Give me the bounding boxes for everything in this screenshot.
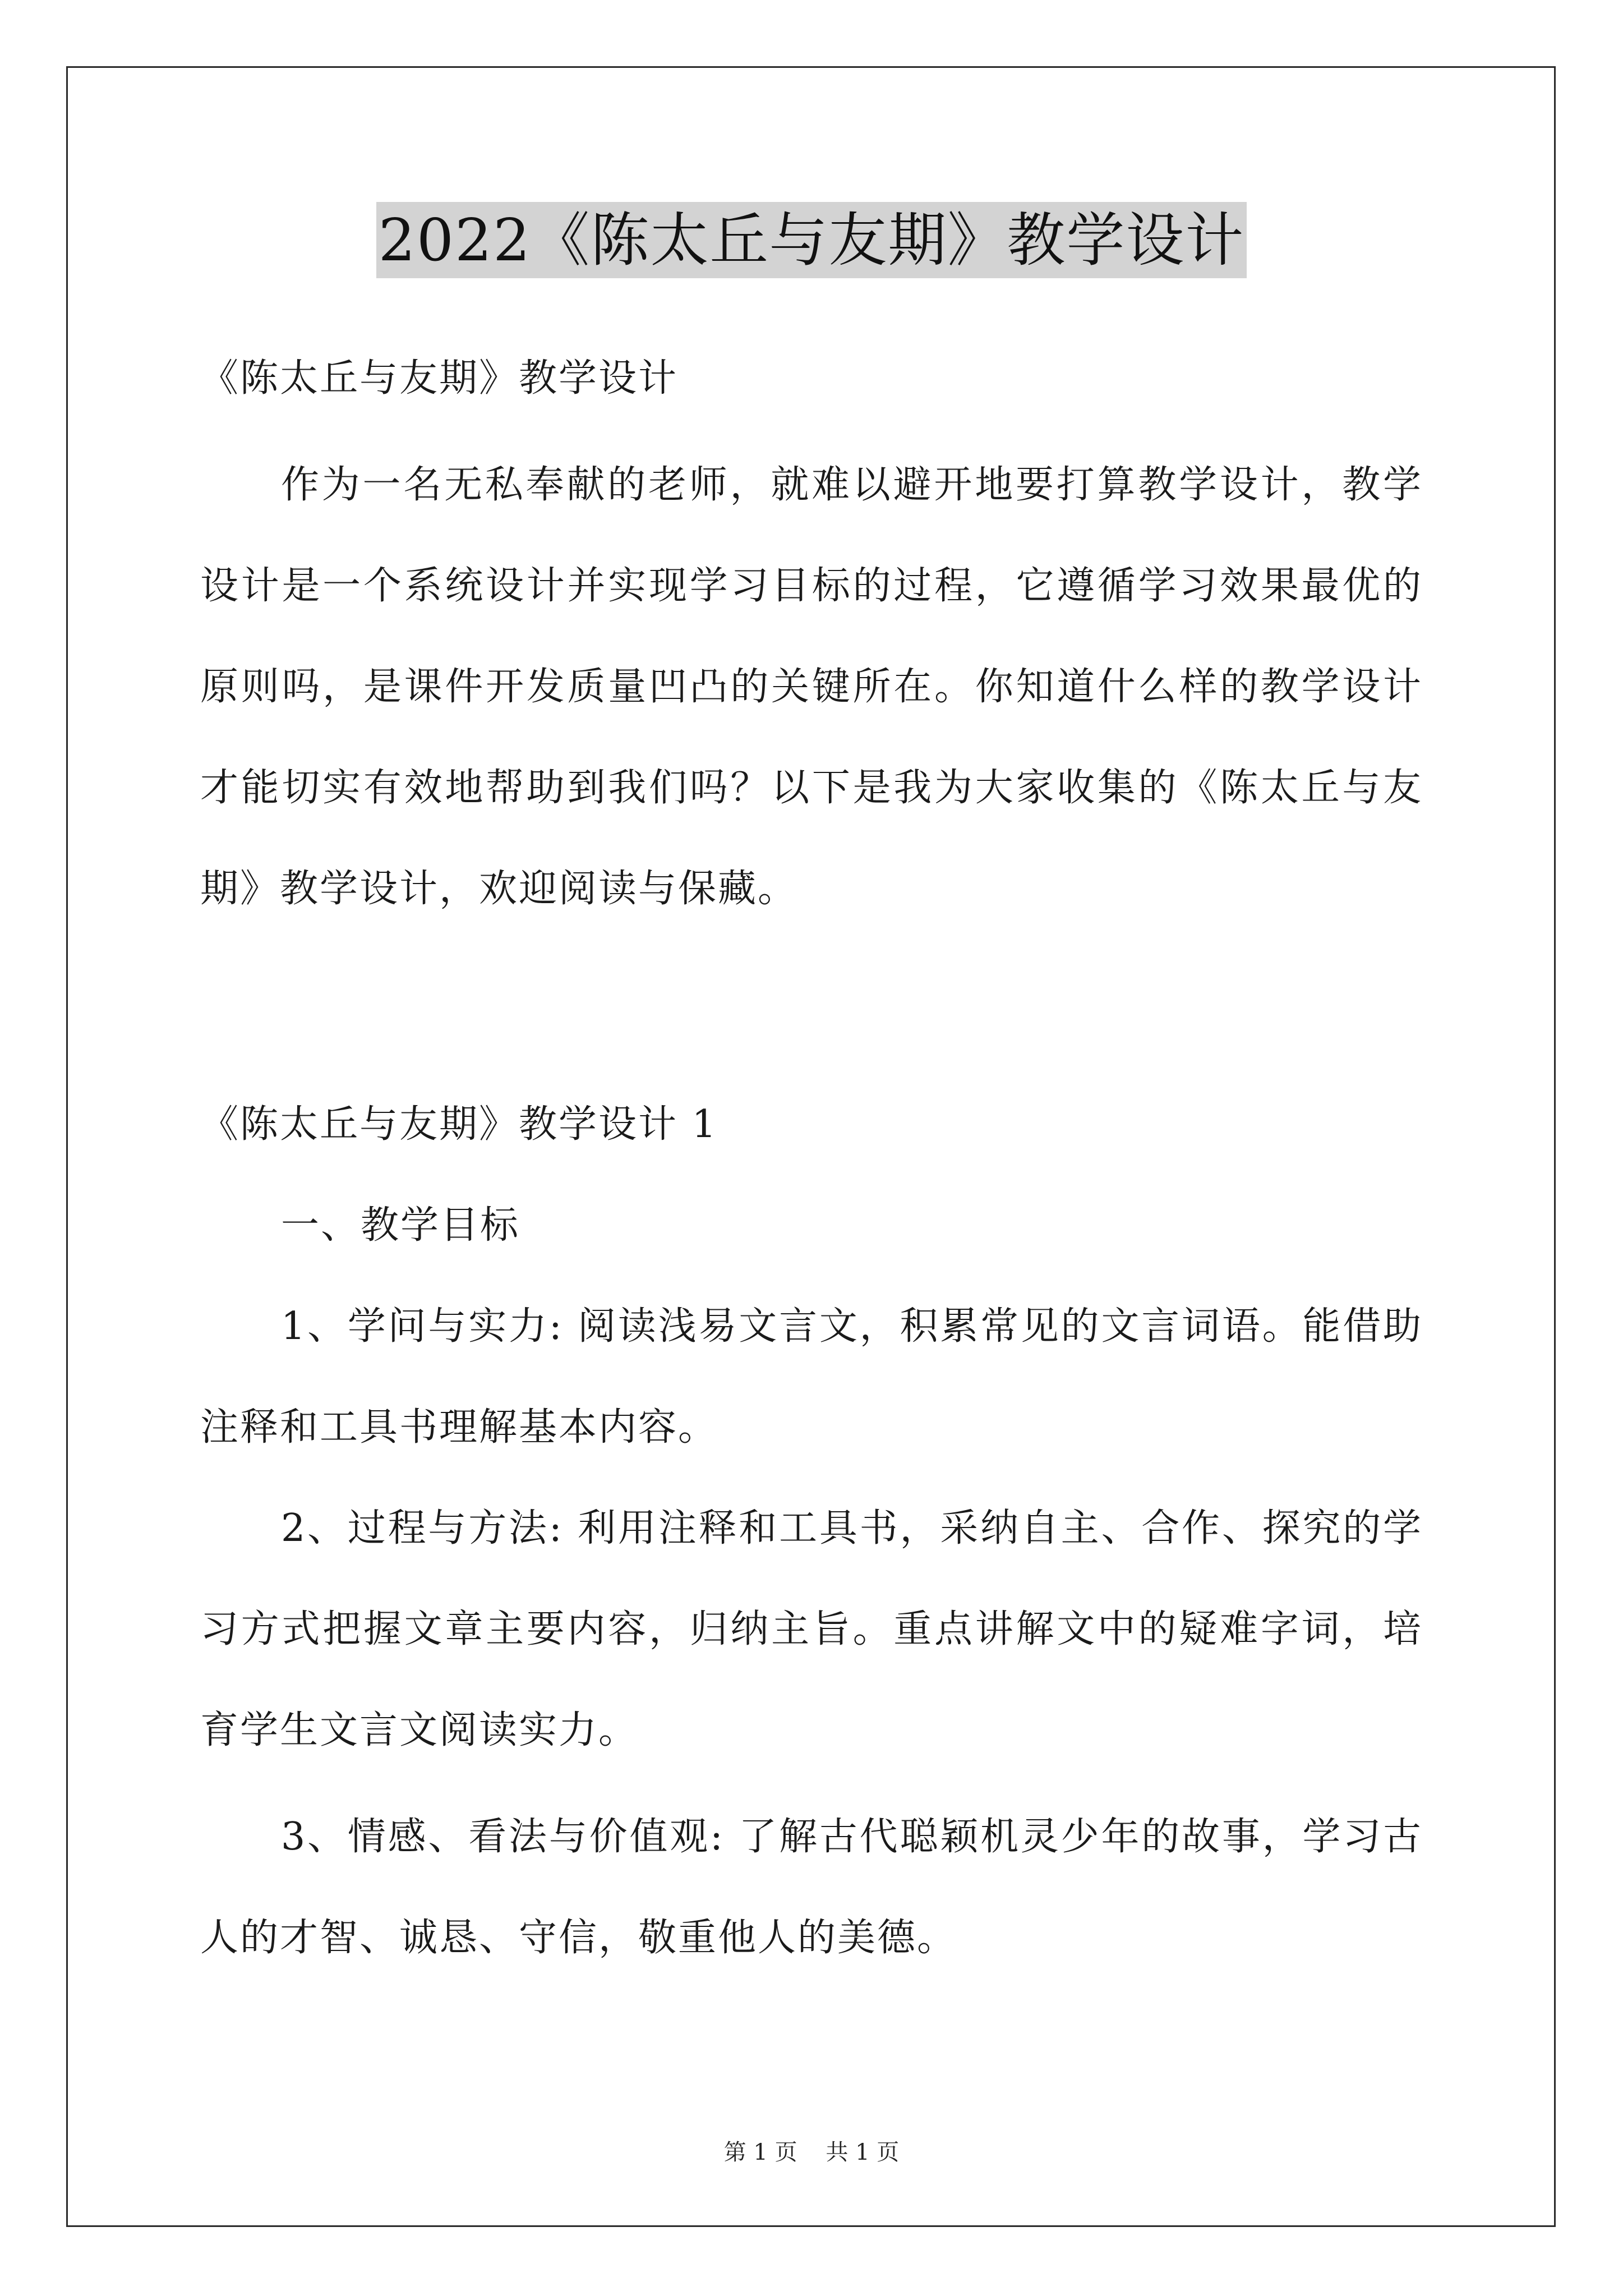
title-container <box>0 202 1623 278</box>
goal-line: 1、学问与实力: 阅读浅易文言文，积累常见的文言词语。能借助 <box>281 1304 1423 1349</box>
goal-line: 2、过程与方法: 利用注释和工具书，采纳自主、合作、探究的学 <box>281 1506 1423 1550</box>
document-title: 2022《陈太丘与友期》教学设计 <box>376 202 1247 278</box>
intro-line: 才能切实有效地帮助到我们吗？以下是我为大家收集的《陈太丘与友 <box>200 766 1423 810</box>
goal-line: 人的才智、诚恳、守信，敬重他人的美德。 <box>200 1916 957 1960</box>
intro-line: 设计是一个系统设计并实现学习目标的过程，它遵循学习效果最优的 <box>200 564 1423 608</box>
section-heading: 《陈太丘与友期》教学设计 1 <box>200 1102 718 1147</box>
page-footer: 第 1 页 共 1 页 <box>723 2139 900 2165</box>
intro-line: 原则吗，是课件开发质量凹凸的关键所在。你知道什么样的教学设计 <box>200 665 1423 709</box>
goal-line: 注释和工具书理解基本内容。 <box>200 1405 718 1450</box>
goal-line: 3、情感、看法与价值观: 了解古代聪颖机灵少年的故事，学习古 <box>281 1815 1423 1859</box>
intro-line: 期》教学设计，欢迎阅读与保藏。 <box>200 867 798 911</box>
subtitle: 《陈太丘与友期》教学设计 <box>200 356 679 401</box>
goal-line: 育学生文言文阅读实力。 <box>200 1708 639 1752</box>
goals-heading: 一、教学目标 <box>281 1203 520 1248</box>
goal-line: 习方式把握文章主要内容，归纳主旨。重点讲解文中的疑难字词，培 <box>200 1607 1423 1651</box>
intro-line: 作为一名无私奉献的老师，就难以避开地要打算教学设计，教学 <box>281 463 1423 507</box>
